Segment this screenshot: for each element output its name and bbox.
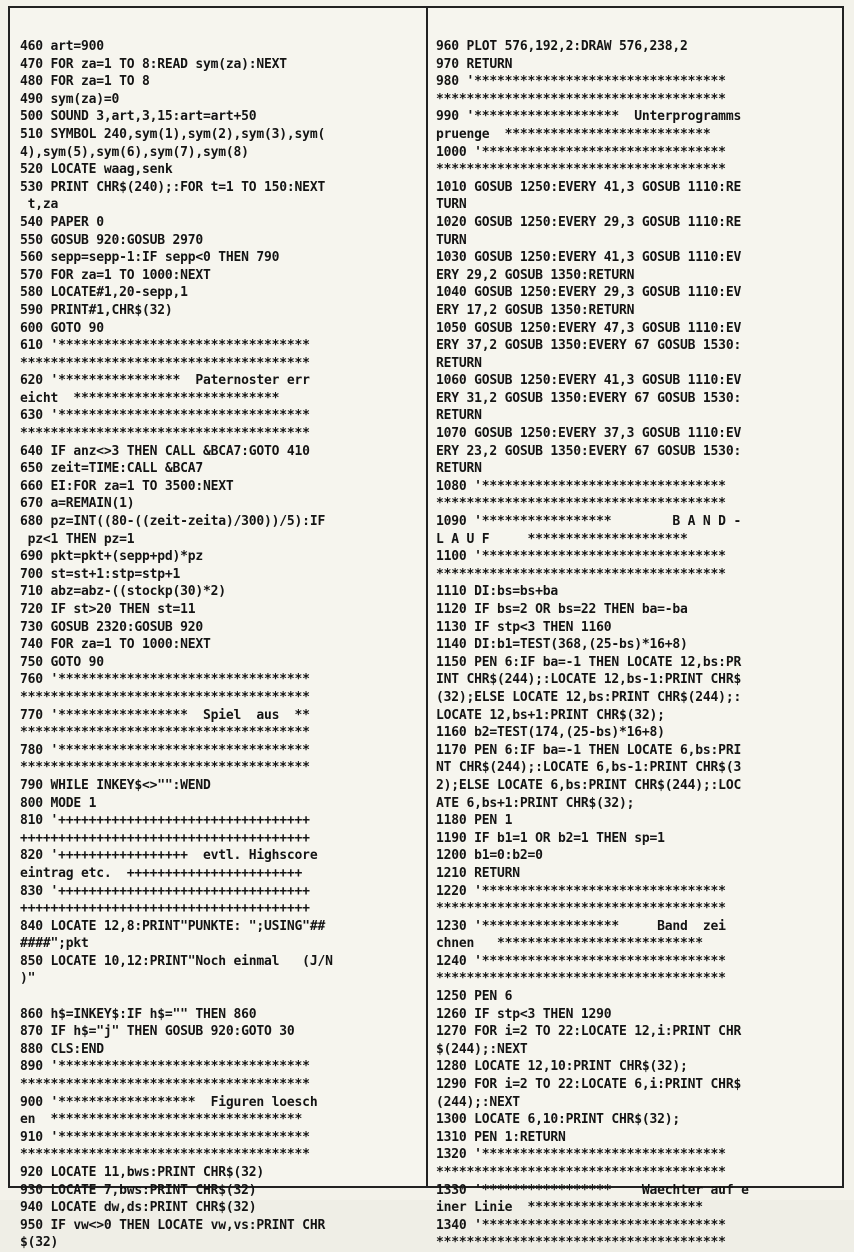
code-line: 1050 GOSUB 1250:EVERY 47,3 GOSUB 1110:EV	[436, 320, 742, 336]
code-line: chnen ***************************	[436, 936, 703, 952]
code-line: 1060 GOSUB 1250:EVERY 41,3 GOSUB 1110:EV	[436, 373, 742, 389]
code-line	[20, 988, 420, 1006]
code-line: 480 FOR za=1 TO 8	[20, 74, 150, 90]
code-line: 470 FOR za=1 TO 8:READ sym(za):NEXT	[20, 56, 287, 72]
code-line: 850 LOCATE 10,12:PRINT"Noch einmal (J/N	[20, 953, 333, 969]
code-line: 710 abz=abz-((stockp(30)*2)	[20, 584, 226, 600]
code-line: 1030 GOSUB 1250:EVERY 41,3 GOSUB 1110:EV	[436, 250, 742, 266]
code-line: 990 '******************* Unterprogramms	[436, 109, 742, 125]
code-line: 1010 GOSUB 1250:EVERY 41,3 GOSUB 1110:RE	[436, 179, 742, 195]
code-line: 860 h$=INKEY$:IF h$="" THEN 860	[20, 1006, 257, 1022]
code-line: 540 PAPER 0	[20, 214, 104, 230]
code-line: 1020 GOSUB 1250:EVERY 29,3 GOSUB 1110:RE	[436, 214, 742, 230]
left-code-column	[20, 38, 420, 1252]
code-line: 1110 DI:bs=bs+ba	[436, 584, 559, 600]
code-line: )"	[20, 971, 36, 987]
code-line: **************************************	[436, 901, 726, 917]
code-line: 930 LOCATE 7,bws:PRINT CHR$(32)	[20, 1182, 257, 1198]
code-line: (244);:NEXT	[436, 1094, 520, 1110]
code-line: TURN	[436, 197, 467, 213]
code-line: 630 '*********************************	[20, 408, 310, 424]
code-line: 1210 RETURN	[436, 865, 520, 881]
code-line: 640 IF anz<>3 THEN CALL &BCA7:GOTO 410	[20, 443, 310, 459]
code-line: 950 IF vw<>0 THEN LOCATE vw,vs:PRINT CHR	[20, 1217, 326, 1233]
code-line: 1290 FOR i=2 TO 22:LOCATE 6,i:PRINT CHR$	[436, 1077, 742, 1093]
code-line: 1230 '****************** Band zei	[436, 918, 726, 934]
code-line: 1180 PEN 1	[436, 813, 513, 829]
code-line: pruenge ***************************	[436, 126, 711, 142]
code-line: 650 zeit=TIME:CALL &BCA7	[20, 461, 204, 477]
code-line: 510 SYMBOL 240,sym(1),sym(2),sym(3),sym(	[20, 126, 326, 142]
code-line: 740 FOR za=1 TO 1000:NEXT	[20, 637, 211, 653]
code-line: 1330 '***************** Waechter auf e	[436, 1182, 749, 1198]
code-line: NT CHR$(244);:LOCATE 6,bs-1:PRINT CHR$(3	[436, 760, 742, 776]
code-line: $(244);:NEXT	[436, 1041, 528, 1057]
code-line: ERY 37,2 GOSUB 1350:EVERY 67 GOSUB 1530:	[436, 338, 742, 354]
code-line: ERY 17,2 GOSUB 1350:RETURN	[436, 302, 635, 318]
code-line: **************************************	[436, 971, 726, 987]
code-line: **************************************	[20, 689, 310, 705]
code-line: 1130 IF stp<3 THEN 1160	[436, 619, 612, 635]
column-divider	[426, 6, 428, 1188]
code-line: L A U F *********************	[436, 531, 688, 547]
code-line: 610 '*********************************	[20, 338, 310, 354]
code-line: 960 PLOT 576,192,2:DRAW 576,238,2	[436, 39, 688, 54]
code-line: RETURN	[436, 355, 482, 371]
code-line: 680 pz=INT((80-((zeit-zeita)/300))/5):IF	[20, 514, 326, 530]
code-line: 530 PRINT CHR$(240);:FOR t=1 TO 150:NEXT	[20, 179, 326, 195]
code-line: **************************************	[20, 355, 310, 371]
code-line: 900 '****************** Figuren loesch	[20, 1094, 318, 1110]
code-line: t,za	[20, 197, 59, 213]
code-line: ERY 23,2 GOSUB 1350:EVERY 67 GOSUB 1530:	[436, 443, 742, 459]
code-line: 460 art=900	[20, 39, 104, 54]
code-line: 1340 '********************************	[436, 1217, 726, 1233]
code-line: 940 LOCATE dw,ds:PRINT CHR$(32)	[20, 1200, 257, 1216]
code-line: 790 WHILE INKEY$<>"":WEND	[20, 777, 211, 793]
code-line: LOCATE 12,bs+1:PRINT CHR$(32);	[436, 707, 665, 723]
code-line: 830 '+++++++++++++++++++++++++++++++++	[20, 883, 310, 899]
code-line: 1150 PEN 6:IF ba=-1 THEN LOCATE 12,bs:PR	[436, 654, 742, 670]
code-line: 1260 IF stp<3 THEN 1290	[436, 1006, 612, 1022]
code-line: 920 LOCATE 11,bws:PRINT CHR$(32)	[20, 1165, 265, 1180]
code-line: 1310 PEN 1:RETURN	[436, 1129, 566, 1145]
code-line: 590 PRINT#1,CHR$(32)	[20, 302, 173, 318]
code-line: 570 FOR za=1 TO 1000:NEXT	[20, 267, 211, 283]
code-line: **************************************	[436, 496, 726, 512]
code-line: ++++++++++++++++++++++++++++++++++++++	[20, 830, 310, 846]
code-line: 820 '+++++++++++++++++ evtl. Highscore	[20, 848, 318, 864]
code-line: 810 '+++++++++++++++++++++++++++++++++	[20, 813, 310, 829]
code-line: 620 '**************** Paternoster err	[20, 373, 310, 389]
code-line: **************************************	[436, 91, 726, 107]
code-line: 1120 IF bs=2 OR bs=22 THEN ba=-ba	[436, 602, 688, 617]
code-line: 2);ELSE LOCATE 6,bs:PRINT CHR$(244);:LOC	[436, 777, 742, 793]
code-line: 1070 GOSUB 1250:EVERY 37,3 GOSUB 1110:EV	[436, 426, 742, 442]
code-line: INT CHR$(244);:LOCATE 12,bs-1:PRINT CHR$	[436, 672, 742, 688]
code-line: 1080 '********************************	[436, 478, 726, 494]
code-line: 520 LOCATE waag,senk	[20, 162, 173, 178]
code-line: **************************************	[436, 162, 726, 178]
code-line: 1300 LOCATE 6,10:PRINT CHR$(32);	[436, 1112, 681, 1128]
code-line: 490 sym(za)=0	[20, 91, 120, 107]
code-line: 730 GOSUB 2320:GOSUB 920	[20, 619, 204, 635]
code-line: 4),sym(5),sym(6),sym(7),sym(8)	[20, 144, 249, 160]
code-line: 980 '*********************************	[436, 74, 726, 90]
code-line: iner Linie ***********************	[436, 1200, 703, 1216]
code-line: 1280 LOCATE 12,10:PRINT CHR$(32);	[436, 1059, 688, 1075]
code-line: 660 EI:FOR za=1 TO 3500:NEXT	[20, 478, 234, 494]
code-line: **************************************	[436, 1165, 726, 1180]
code-line: 770 '***************** Spiel aus **	[20, 707, 310, 723]
code-line: 1190 IF b1=1 OR b2=1 THEN sp=1	[436, 830, 665, 846]
code-line: RETURN	[436, 461, 482, 477]
code-line: 700 st=st+1:stp=stp+1	[20, 566, 181, 582]
code-line: 1100 '********************************	[436, 549, 726, 565]
code-line: ERY 29,2 GOSUB 1350:RETURN	[436, 267, 635, 283]
code-line: eintrag etc. +++++++++++++++++++++++	[20, 865, 303, 881]
code-line: 720 IF st>20 THEN st=11	[20, 602, 196, 617]
code-line: 1250 PEN 6	[436, 989, 513, 1005]
code-line: ++++++++++++++++++++++++++++++++++++++	[20, 901, 310, 917]
code-line: 750 GOTO 90	[20, 654, 104, 670]
code-line: 890 '*********************************	[20, 1059, 310, 1075]
code-line: 580 LOCATE#1,20-sepp,1	[20, 285, 188, 301]
code-line: RETURN	[436, 408, 482, 424]
code-line: **************************************	[436, 566, 726, 582]
code-line: 1200 b1=0:b2=0	[436, 848, 543, 864]
code-line: 840 LOCATE 12,8:PRINT"PUNKTE: ";USING"##	[20, 918, 326, 934]
code-line: 500 SOUND 3,art,3,15:art=art+50	[20, 109, 257, 125]
code-line: **************************************	[20, 725, 310, 741]
code-line: 670 a=REMAIN(1)	[20, 496, 135, 512]
code-line: 1000 '********************************	[436, 144, 726, 160]
code-line: 780 '*********************************	[20, 742, 310, 758]
code-line: 1140 DI:b1=TEST(368,(25-bs)*16+8)	[436, 637, 688, 653]
code-line: 1270 FOR i=2 TO 22:LOCATE 12,i:PRINT CHR	[436, 1024, 742, 1040]
code-line: pz<1 THEN pz=1	[20, 531, 135, 547]
code-line: 1090 '***************** B A N D -	[436, 514, 742, 530]
code-line: en *********************************	[20, 1112, 303, 1128]
code-line: 560 sepp=sepp-1:IF sepp<0 THEN 790	[20, 250, 280, 266]
code-line: 600 GOTO 90	[20, 320, 104, 336]
code-line: 760 '*********************************	[20, 672, 310, 688]
code-line: **************************************	[436, 1235, 726, 1251]
code-line: TURN	[436, 232, 467, 248]
code-line: 800 MODE 1	[20, 795, 97, 811]
code-line: ATE 6,bs+1:PRINT CHR$(32);	[436, 795, 635, 811]
code-line: 870 IF h$="j" THEN GOSUB 920:GOTO 30	[20, 1024, 295, 1040]
code-line: eicht ***************************	[20, 390, 280, 406]
code-line: 690 pkt=pkt+(sepp+pd)*pz	[20, 549, 204, 565]
code-line: **************************************	[20, 760, 310, 776]
code-line: ####";pkt	[20, 936, 89, 952]
code-line: 910 '*********************************	[20, 1129, 310, 1145]
code-line: 550 GOSUB 920:GOSUB 2970	[20, 232, 204, 248]
code-line: $(32)	[20, 1235, 59, 1251]
code-line: (32);ELSE LOCATE 12,bs:PRINT CHR$(244);:	[436, 689, 742, 705]
code-line: 1240 '********************************	[436, 953, 726, 969]
code-line: **************************************	[20, 426, 310, 442]
code-line: 880 CLS:END	[20, 1041, 104, 1057]
code-line: 970 RETURN	[436, 56, 513, 72]
code-line: 1160 b2=TEST(174,(25-bs)*16+8)	[436, 725, 665, 741]
code-line: **************************************	[20, 1147, 310, 1163]
code-line: 1320 '********************************	[436, 1147, 726, 1163]
right-code-column	[436, 38, 836, 1252]
code-line: 1220 '********************************	[436, 883, 726, 899]
code-line: **************************************	[20, 1077, 310, 1093]
code-line: 1040 GOSUB 1250:EVERY 29,3 GOSUB 1110:EV	[436, 285, 742, 301]
code-line: ERY 31,2 GOSUB 1350:EVERY 67 GOSUB 1530:	[436, 390, 742, 406]
code-line: 1170 PEN 6:IF ba=-1 THEN LOCATE 6,bs:PRI	[436, 742, 742, 758]
